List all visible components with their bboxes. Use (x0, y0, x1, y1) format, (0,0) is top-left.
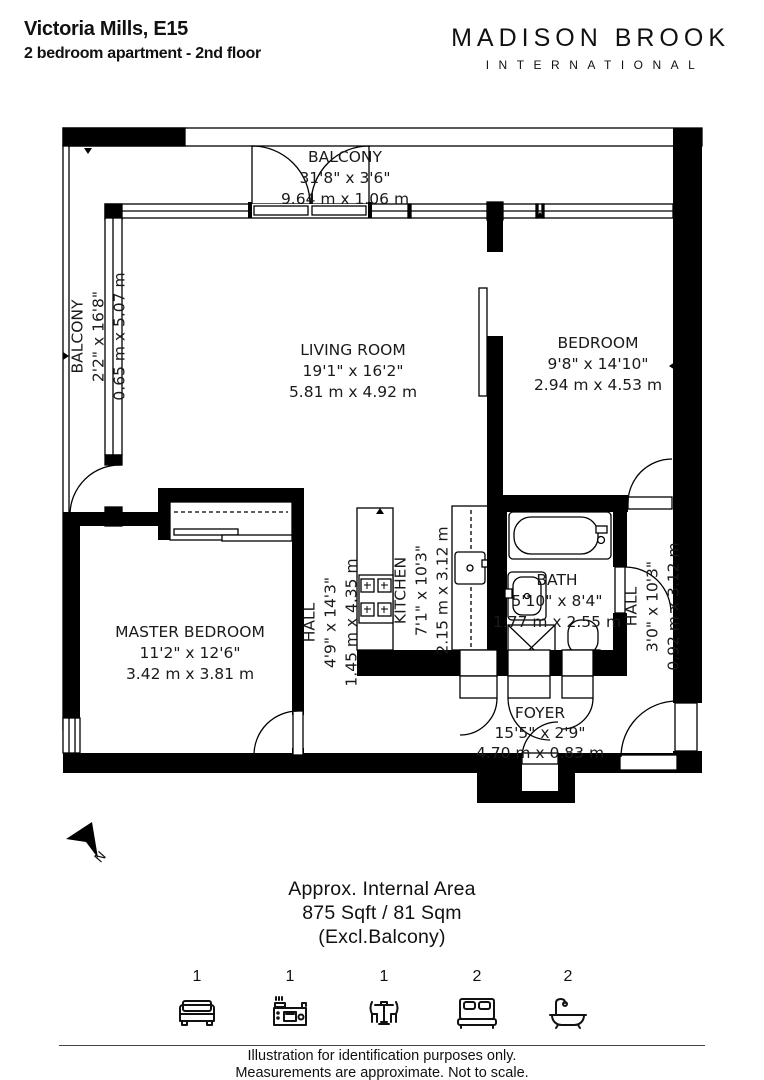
dining-table-icon (360, 992, 408, 1032)
footer-line2: Measurements are approximate. Not to scale. (235, 1065, 529, 1080)
room-name: BALCONY (308, 148, 382, 166)
internal-area-note (0, 877, 764, 949)
furniture-legend (0, 968, 764, 1046)
room-dims-metric: 1.77 m x 2.55 m (492, 613, 622, 631)
room-dims-metric: 0.65 m x 5.07 m (110, 272, 129, 401)
footer-line1: Illustration for identification purposes only. (247, 1048, 517, 1064)
room-name: MASTER BEDROOM (115, 623, 265, 641)
room-dims-imperial: 5'10" x 8'4" (511, 592, 603, 610)
room-name: BALCONY (68, 299, 87, 374)
room-name: HALL (622, 586, 641, 627)
room-label-foyer (440, 703, 640, 763)
room-label-kitchen (391, 506, 454, 676)
room-label-hall-right (622, 522, 685, 692)
room-dims-imperial: 11'2" x 12'6" (139, 644, 241, 662)
room-dims-imperial: 7'1" x 10'3" (412, 544, 431, 637)
room-dims-imperial: 4'9" x 14'3" (321, 576, 340, 669)
kitchen-icon (266, 992, 314, 1032)
bed-icon (453, 992, 501, 1032)
room-dims-metric: 9.64 m x 1.06 m (280, 190, 410, 208)
page-subtitle: 2 bedroom apartment - 2nd floor (24, 45, 261, 62)
area-line1: Approx. Internal Area (288, 878, 476, 900)
room-dims-metric: 4.70 m x 0.83 m (475, 744, 605, 762)
area-line2: 875 Sqft / 81 Sqm (302, 902, 462, 924)
room-dims-imperial: 31'8" x 3'6" (299, 169, 391, 187)
room-dims-metric: 0.92 m x 3.12 m (664, 542, 683, 671)
room-label-master-bedroom (90, 622, 290, 685)
bathtub-icon (544, 992, 592, 1032)
room-label-bath (477, 570, 637, 633)
legend-item-dining (344, 968, 424, 1036)
page-title: Victoria Mills, E15 (24, 18, 189, 40)
room-dims-imperial: 15'5" x 2'9" (494, 724, 586, 742)
room-dims-imperial: 19'1" x 16'2" (302, 362, 404, 380)
room-label-balcony-left (68, 227, 131, 447)
bed-count: 2 (472, 968, 482, 985)
sofa-icon (173, 992, 221, 1032)
bath-count: 2 (563, 968, 573, 985)
room-dims-imperial: 3'0" x 10'3" (643, 560, 662, 653)
room-name: HALL (300, 602, 319, 643)
bathtub (509, 512, 611, 559)
legend-item-kitchen (250, 968, 330, 1036)
room-label-balcony-top (245, 147, 445, 210)
room-dims-metric: 2.94 m x 4.53 m (533, 376, 663, 394)
brand-name: MADISON BROOK (451, 24, 730, 52)
area-line3: (Excl.Balcony) (318, 926, 446, 948)
partition-living-bedroom (479, 218, 503, 502)
north-arrow (66, 822, 98, 858)
room-name: FOYER (514, 704, 566, 722)
room-name: BATH (536, 571, 578, 589)
room-label-bedroom (503, 333, 693, 396)
outer-walls (63, 128, 702, 803)
room-label-hall-center (300, 538, 363, 708)
bedroom-door (487, 459, 672, 512)
dining-count: 1 (379, 968, 389, 985)
brand-tagline: INTERNATIONAL (485, 58, 705, 72)
footer-divider (59, 1045, 705, 1046)
room-name: LIVING ROOM (300, 341, 406, 359)
legend-item-sofa (157, 968, 237, 1036)
north-label: N (92, 848, 110, 867)
room-dims-imperial: 9'8" x 14'10" (547, 355, 649, 373)
legend-item-bath (528, 968, 608, 1036)
sofa-count: 1 (192, 968, 202, 985)
room-dims-metric: 3.42 m x 3.81 m (125, 665, 255, 683)
room-dims-metric: 2.15 m x 3.12 m (433, 526, 452, 655)
room-label-living-room (253, 340, 453, 403)
kitchen-count: 1 (285, 968, 295, 985)
legend-item-bed (437, 968, 517, 1036)
room-name: KITCHEN (391, 556, 410, 625)
room-name: BEDROOM (557, 334, 639, 352)
room-dims-metric: 5.81 m x 4.92 m (288, 383, 418, 401)
room-dims-metric: 1.45 m x 4.35 m (342, 558, 361, 687)
room-dims-imperial: 2'2" x 16'8" (89, 290, 108, 383)
